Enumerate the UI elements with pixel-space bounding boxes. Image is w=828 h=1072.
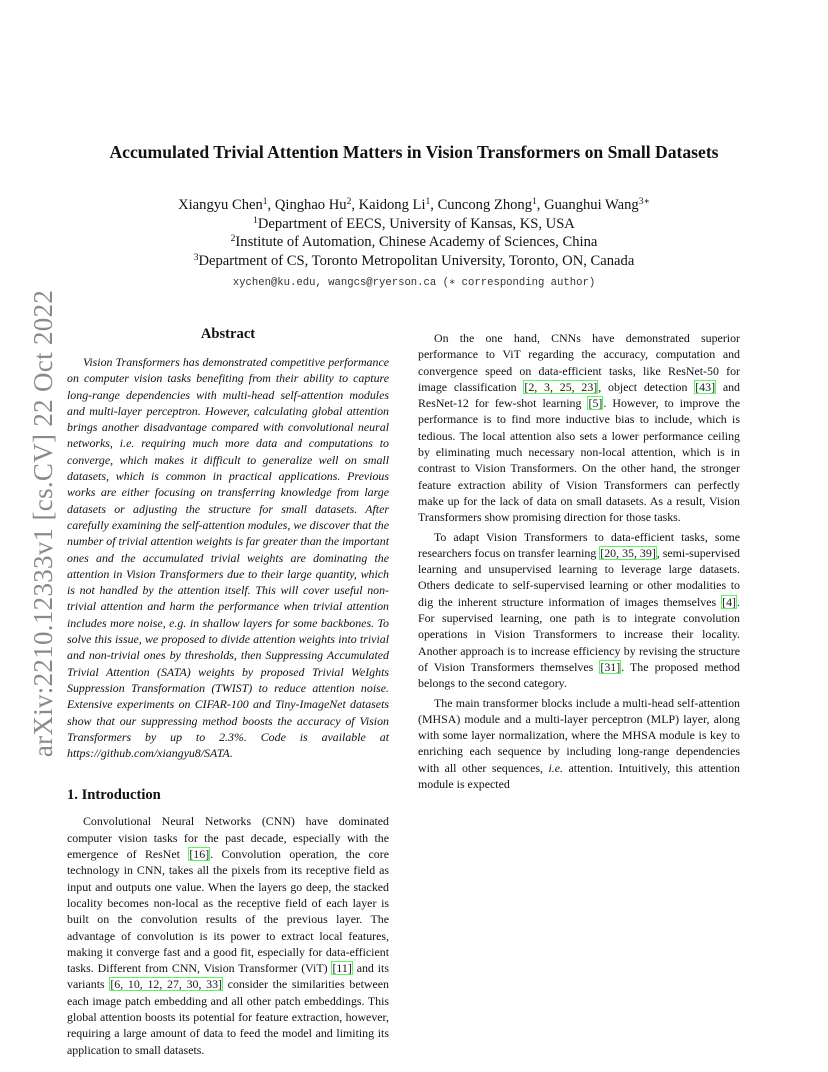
arxiv-identifier-stamp [22,286,66,760]
intro-paragraph-1: Convolutional Neural Networks (CNN) have dominated computer vision tasks for the past decade, especially with the emergence of ResNet [16]. Convolution operation, the core technology in CNN, takes all the pixels from its receptive field as input and outputs one value. When the layers go deep, the stacked locality becomes non-local as the receptive field of each layer is built on the convolution results of the previous layer. The advantage of convolution is its power to extract local features, making it converge fast and a good fit, especially for data-efficient tasks. Different from CNN, Vision Transformer (ViT) [11] and its variants [6, 10, 12, 27, 30, 33] consider the similarities between each image patch embedding and all other patch embeddings. This global attention boosts its potential for feature extraction, however, requiring a large amount of data to feed the model and limiting its application to small datasets. [67,814,390,1057]
affiliation-line: $^3$Department of CS, Toronto Metropolitan University, Toronto, ON, Canada [193,252,635,269]
citation-link[interactable]: [11] [332,961,352,976]
author-affiliation-mark: 1 [262,197,268,207]
citation-link[interactable]: [5] [588,396,603,411]
author-affiliation-mark: 2 [346,197,352,207]
author-emails: xychen@ku.edu, wangcs@ryerson.ca (∗ corresponding author) [232,277,596,289]
author-block [90,196,738,270]
arxiv-identifier-text: arXiv:2210.12333v1 [cs.CV] 22 Oct 2022 [28,289,59,757]
intro-paragraph-3: To adapt Vision Transformers to data-efficient tasks, some researchers focus on transfer learning [20, 35, 39], semi-supervised learning and unsupervised learning to leverage large datasets. Others dedicate to self-supervised learning or other modalities to dig the inherent structure information of images themselves [4]. For supervised learning, one path is to integrate convolution operations in Vision Transformers to increase their locality. Another approach is to increase efficiency by revising the structure of Vision Transformers themselves [31]. The proposed method belongs to the second category. [418,529,741,691]
affiliation-line: $^1$Department of EECS, University of Kansas, KS, USA [253,215,575,232]
emphasis-text: i.e. [548,760,564,775]
paper-title: Accumulated Trivial Attention Matters in Vision Transformers on Small Datasets [109,142,719,162]
citation-link[interactable]: [31] [600,659,621,674]
author-name: Kaidong Li [358,197,426,213]
intro-paragraph-2: On the one hand, CNNs have demonstrated superior performance to ViT regarding the accuracy, computation and convergence speed on data-efficient tasks, like ResNet-50 for image classification [2, 3, 25, 23], object detection [43] and ResNet-12 for few-shot learning [5]. However, to improve the performance is to find more inductive bias to include, which is tedious. The local attention also sets a lower performance ceiling by eliminating much necessary non-local attention, which is in contrast to Vision Transformers. On the other hand, the stronger feature extraction ability of Vision Transformers can perfectly make up for the lack of data on small datasets. As a result, Vision Transformers show promising direction for those tasks. [418,331,740,525]
author-name: Qinghao Hu [274,197,347,213]
author-name: Cuncong Zhong [437,197,533,213]
citation-link[interactable]: [6, 10, 12, 27, 30, 33] [110,977,222,992]
intro-paragraph-4: The main transformer blocks include a multi-head self-attention (MHSA) module and a multi-layer perceptron (MLP) layer, along with some layer normalization, where the MHSA module is key to enriching each sequence by including long-range dependencies with all other sequences, i.e. attention. Intuitively, this attention module is expected [418,695,740,792]
author-name: Guanghui Wang [544,197,639,213]
affiliation-line: $^2$Institute of Automation, Chinese Academy of Sciences, China [230,234,598,251]
affiliations [90,215,738,271]
author-affiliation-mark: 1 [425,197,431,207]
citation-link[interactable]: [2, 3, 25, 23] [524,379,598,394]
author-names: Xiangyu Chen$^1$, Qinghao Hu$^2$, Kaidong Li$^1$, Cuncong Zhong$^1$, Guanghui Wang$^{3∗}$ [178,197,650,213]
author-affiliation-mark: 3∗ [638,197,650,207]
author-name: Xiangyu Chen [178,197,263,213]
author-affiliation-mark: 1 [532,197,537,207]
abstract-heading: Abstract [200,326,256,342]
left-column [67,326,389,1061]
citation-link[interactable]: [20, 35, 39] [600,545,656,560]
introduction-heading: 1. Introduction [67,787,161,804]
citation-link[interactable]: [43] [695,379,716,394]
right-column [418,330,740,795]
citation-link[interactable]: [4] [722,594,737,609]
citation-link[interactable]: [16] [189,847,210,862]
abstract-text: Vision Transformers has demonstrated competitive performance on computer vision tasks benefiting from their ability to capture long-range dependencies with multi-head self-attention modules and multi-layer perceptron. However, calculating global attention brings another disadvantage compared with convolutional neural networks, i.e. requiring much more data and computations to converge, which makes it difficult to generalize well on small datasets, which is common in practical applications. Previous works are either focusing on transferring knowledge from large datasets or adjusting the structure for small datasets. After carefully examining the self-attention modules, we discover that the number of trivial attention weights is far greater than the important ones and the accumulated trivial weights are dominating the attention in Vision Transformers due to their large quantity, which is not handled by the attention itself. This will cover useful non-trivial attention and harm the performance when trivial attention includes more noise, e.g. in shallow layers for some backbones. To solve this issue, we proposed to divide attention weights into trivial and non-trivial ones by thresholds, then Suppressing Accumulated Trivial Attention (SATA) weights by proposed Trivial WeIghts Suppression Transformation (TWIST) to reduce attention noise. Extensive experiments on CIFAR-100 and Tiny-ImageNet datasets show that our suppressing method boosts the accuracy of Vision Transformers by up to 2.3%. Code is available at https://github.com/xiangyu8/SATA. [67,355,389,761]
